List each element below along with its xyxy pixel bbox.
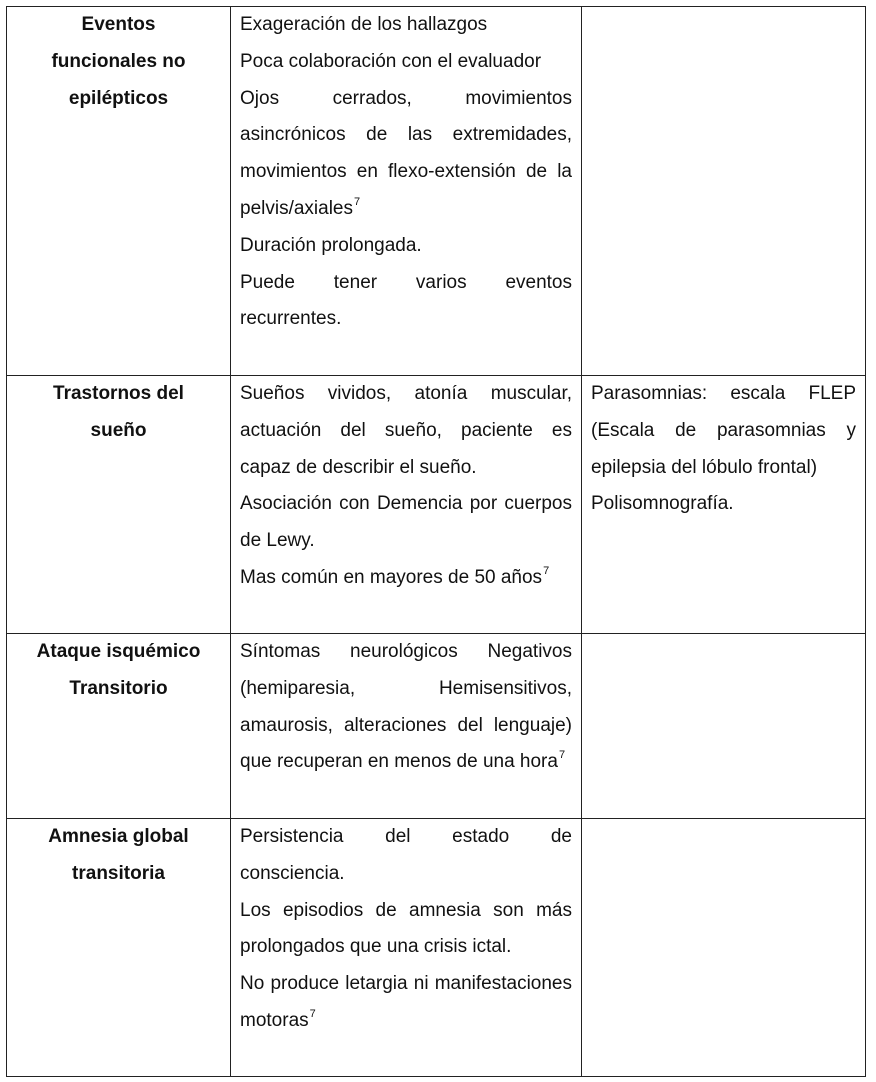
test-paragraph: Parasomnias: escala FLEP (Escala de parasomnias y epilepsia del lóbulo frontal) xyxy=(591,383,856,478)
tests-cell xyxy=(582,634,866,819)
characteristic-paragraph: Ojos cerrados, movimientos asincrónicos de las extremidades, movimientos en flexo-extensión de la pelvis/axiales$^7$ xyxy=(240,87,572,219)
reference-superscript: 7 xyxy=(558,749,566,762)
characteristic-paragraph: Síntomas neurológicos Negativos (hemiparesia, Hemisensitivos, amaurosis, alteraciones del lenguaje) que recuperan en menos de una hora$^7$ xyxy=(240,641,572,773)
condition-label: Trastornos del xyxy=(53,383,184,404)
condition-label: funcionales no xyxy=(51,50,186,72)
tests-cell xyxy=(582,819,866,1077)
characteristic-paragraph: Poca colaboración con el evaluador xyxy=(240,50,542,72)
condition-cell xyxy=(7,819,231,1077)
differential-diagnosis-table xyxy=(6,6,866,1077)
characteristic-paragraph: Mas común en mayores de 50 años$^7$ xyxy=(240,564,550,588)
table-row xyxy=(7,7,866,376)
tests-cell xyxy=(582,7,866,376)
characteristics-cell xyxy=(231,819,582,1077)
condition-label: Eventos xyxy=(81,14,156,35)
reference-superscript: 7 xyxy=(543,564,550,577)
reference-superscript: 7 xyxy=(354,195,361,208)
characteristic-paragraph: Los episodios de amnesia son más prolongados que una crisis ictal. xyxy=(240,899,572,958)
condition-cell xyxy=(7,376,231,634)
condition-cell xyxy=(7,7,231,376)
condition-label: Transitorio xyxy=(69,677,168,699)
characteristics-cell xyxy=(231,634,582,819)
characteristic-paragraph: Duración prolongada. xyxy=(240,234,422,256)
characteristics-cell xyxy=(231,7,582,376)
test-paragraph: Polisomnografía. xyxy=(591,493,734,515)
condition-cell xyxy=(7,634,231,819)
characteristic-paragraph: Asociación con Demencia por cuerpos de Lewy. xyxy=(240,493,572,552)
condition-label: Amnesia global xyxy=(48,826,189,847)
characteristic-paragraph: Exageración de los hallazgos xyxy=(240,14,488,35)
condition-label: transitoria xyxy=(72,862,165,884)
tests-cell xyxy=(582,376,866,634)
table-row xyxy=(7,376,866,634)
condition-label: Ataque isquémico xyxy=(36,641,201,662)
reference-superscript: 7 xyxy=(309,1007,316,1020)
condition-label: sueño xyxy=(90,419,147,441)
characteristic-paragraph: Puede tener varios eventos recurrentes. xyxy=(240,271,572,330)
table-row xyxy=(7,819,866,1077)
characteristic-paragraph: Persistencia del estado de consciencia. xyxy=(240,826,572,884)
characteristics-cell xyxy=(231,376,582,634)
condition-label: epilépticos xyxy=(68,87,169,109)
table-row xyxy=(7,634,866,819)
characteristic-paragraph: Sueños vividos, atonía muscular, actuación del sueño, paciente es capaz de describir el sueño. xyxy=(240,383,572,478)
characteristic-paragraph: No produce letargia ni manifestaciones motoras$^7$ xyxy=(240,973,572,1031)
